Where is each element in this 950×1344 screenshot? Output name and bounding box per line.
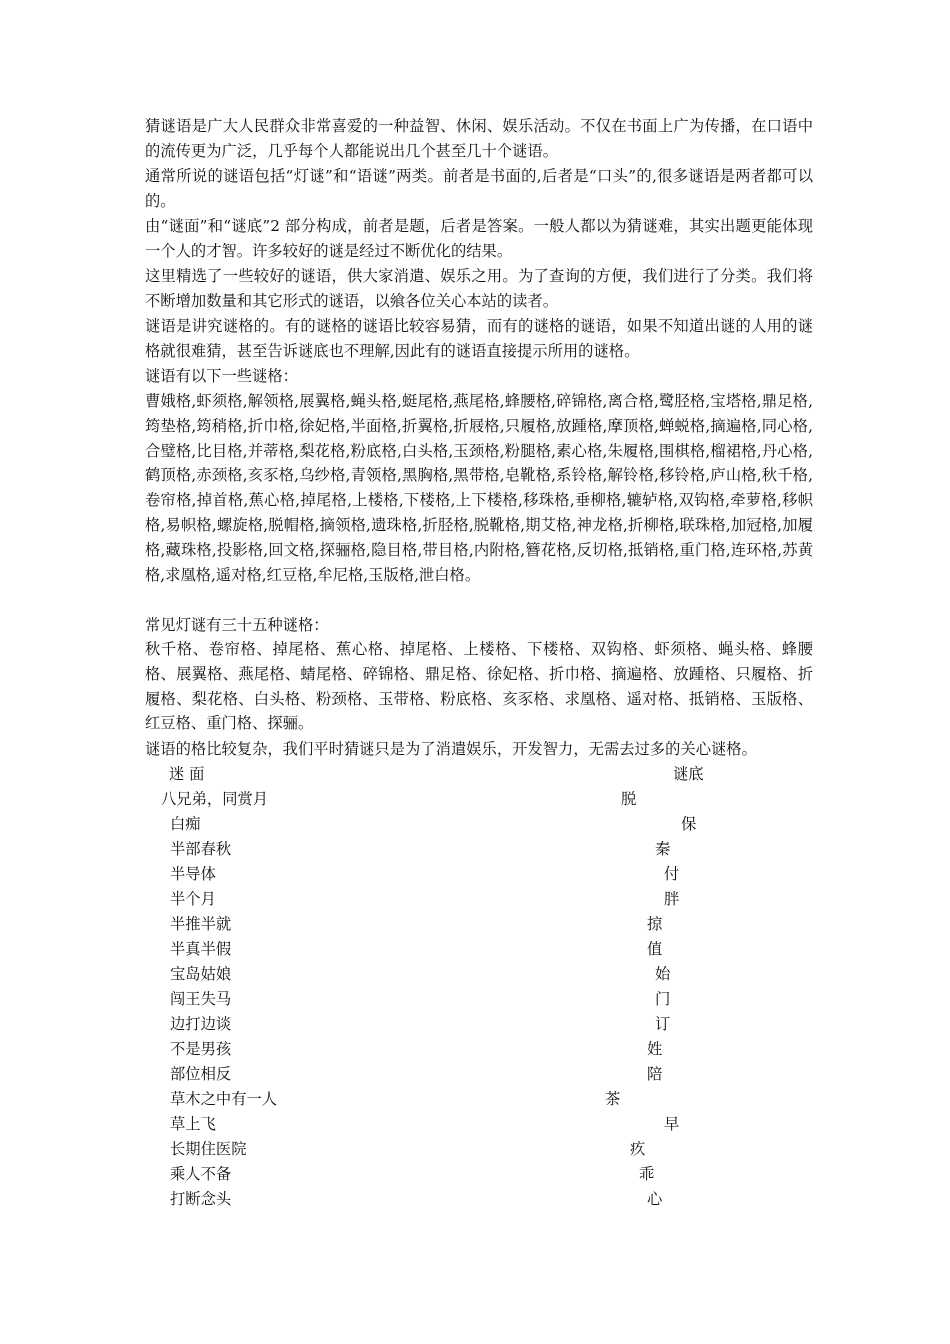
riddle-face: 草上飞 xyxy=(170,1115,216,1133)
riddle-answer: 始 xyxy=(655,965,671,983)
riddle-answer: 疚 xyxy=(630,1140,646,1158)
riddle-face-header: 迷 面 xyxy=(169,765,205,783)
riddle-table-header xyxy=(145,762,813,787)
riddle-face: 草木之中有一人 xyxy=(170,1090,278,1108)
riddle-row xyxy=(145,787,813,812)
riddle-row xyxy=(145,1162,813,1187)
selection-paragraph: 这里精选了一些较好的谜语，供大家消遣、娱乐之用。为了查询的方便，我们进行了分类。我们将不断增加数量和其它形式的谜语，以飨各位关心本站的读者。 xyxy=(145,267,813,310)
riddle-row xyxy=(145,1037,813,1062)
riddle-answer: 茶 xyxy=(605,1090,621,1108)
riddle-answer: 姓 xyxy=(647,1040,663,1058)
riddle-format-paragraph: 谜语是讲究谜格的。有的谜格的谜语比较容易猜，而有的谜格的谜语，如果不知道出谜的人用的谜格就很难猜，甚至告诉谜底也不理解,因此有的谜语直接提示所用的谜格。 xyxy=(145,317,813,360)
riddle-row xyxy=(145,1062,813,1087)
riddle-row xyxy=(145,887,813,912)
riddle-row xyxy=(145,862,813,887)
riddle-face: 白痴 xyxy=(170,815,201,833)
riddle-answer: 秦 xyxy=(655,840,671,858)
riddle-answer: 胖 xyxy=(664,890,680,908)
format-list-heading: 谜语有以下一些谜格： xyxy=(145,367,298,385)
riddle-row xyxy=(145,937,813,962)
riddle-face: 半推半就 xyxy=(170,915,232,933)
riddle-answer: 早 xyxy=(664,1115,680,1133)
riddle-row xyxy=(145,1137,813,1162)
riddle-answer: 值 xyxy=(647,940,663,958)
riddle-table xyxy=(145,762,813,1212)
riddle-row xyxy=(145,987,813,1012)
riddle-row xyxy=(145,1112,813,1137)
riddle-face: 八兄弟，同赏月 xyxy=(161,790,269,808)
riddle-structure-paragraph: 由“谜面”和“谜底”2 部分构成，前者是题，后者是答案。一般人都以为猜谜难，其实出题更能体现一个人的才智。许多较好的谜是经过不断优化的结果。 xyxy=(145,217,813,260)
riddle-face: 长期住医院 xyxy=(170,1140,247,1158)
riddle-row xyxy=(145,837,813,862)
riddle-row xyxy=(145,1187,813,1212)
riddle-face: 半个月 xyxy=(170,890,216,908)
riddle-face: 半真半假 xyxy=(170,940,232,958)
format-list-paragraph: 曹娥格,虾须格,解领格,展翼格,蝇头格,蜓尾格,燕尾格,蜂腰格,碎锦格,离合格,鹭胫格,宝塔格,鼎足格,筠垫格,筠稍格,折巾格,徐妃格,半面格,折翼格,折屐格,只履格,放踵格,摩顶格,蝉蜕格,摘遍格,同心格,合璧格,比目格,并蒂格,梨花格,粉底格,白头格,玉颈格,粉腿格,素心格,朱履格,围棋格,榴裙格,丹心格,鹤顶格,赤颈格,亥豕格,乌纱格,青领格,黑胸格,黑带格,皂靴格,系铃格,解铃格,移铃格,庐山格,秋千格,卷帘格,掉首格,蕉心格,掉尾格,上楼格,下楼格,上下楼格,移珠格,垂柳格,辘轳格,双钩格,牵萝格,移帜格,易帜格,螺旋格,脱帽格,摘领格,遗珠格,折胫格,脱靴格,期艾格,神龙格,折柳格,联珠格,加冠格,加履格,藏珠格,投影格,回文格,探骊格,隐目格,带目格,内附格,簪花格,反切格,抵销格,重门格,连环格,苏黄格,求凰格,遥对格,红豆格,牟尼格,玉版格,泄白格。 xyxy=(145,392,813,584)
riddle-answer: 心 xyxy=(647,1190,663,1208)
closing-paragraph: 谜语的格比较复杂，我们平时猜谜只是为了消遣娱乐，开发智力，无需去过多的关心谜格。 xyxy=(145,740,757,758)
common-format-list: 秋千格、卷帘格、掉尾格、蕉心格、掉尾格、上楼格、下楼格、双钩格、虾须格、蝇头格、蜂腰格、展翼格、燕尾格、蜻尾格、碎锦格、鼎足格、徐妃格、折巾格、摘遍格、放踵格、只履格、折履格、梨花格、白头格、粉颈格、玉带格、粉底格、亥豕格、求凰格、遥对格、抵销格、玉版格、红豆格、重门格、探骊。 xyxy=(145,640,813,733)
common-format-heading: 常见灯谜有三十五种谜格： xyxy=(145,616,329,634)
riddle-face: 半导体 xyxy=(170,865,216,883)
riddle-types-paragraph: 通常所说的谜语包括“灯谜”和“语谜”两类。前者是书面的,后者是“口头”的,很多谜语是两者都可以的。 xyxy=(145,167,813,210)
riddle-row xyxy=(145,962,813,987)
riddle-face: 闯王失马 xyxy=(170,990,232,1008)
riddle-face: 乘人不备 xyxy=(170,1165,232,1183)
riddle-answer: 付 xyxy=(664,865,680,883)
riddle-answer-header: 谜底 xyxy=(673,765,704,783)
riddle-row xyxy=(145,812,813,837)
riddle-face: 边打边谈 xyxy=(170,1015,232,1033)
riddle-answer: 掠 xyxy=(647,915,663,933)
riddle-face: 打断念头 xyxy=(170,1190,232,1208)
riddle-face: 半部春秋 xyxy=(170,840,232,858)
riddle-answer: 门 xyxy=(655,990,671,1008)
riddle-row xyxy=(145,912,813,937)
riddle-row xyxy=(145,1012,813,1037)
riddle-answer: 陪 xyxy=(647,1065,663,1083)
riddle-answer: 保 xyxy=(681,815,697,833)
riddle-face: 部位相反 xyxy=(170,1065,232,1083)
riddle-face: 不是男孩 xyxy=(170,1040,232,1058)
riddle-answer: 脱 xyxy=(621,790,637,808)
riddle-face: 宝岛姑娘 xyxy=(170,965,232,983)
intro-paragraph: 猜谜语是广大人民群众非常喜爱的一种益智、休闲、娱乐活动。不仅在书面上广为传播，在口语中的流传更为广泛，几乎每个人都能说出几个甚至几十个谜语。 xyxy=(145,117,813,160)
riddle-row xyxy=(145,1087,813,1112)
riddle-answer: 乖 xyxy=(639,1165,655,1183)
riddle-answer: 订 xyxy=(655,1015,671,1033)
